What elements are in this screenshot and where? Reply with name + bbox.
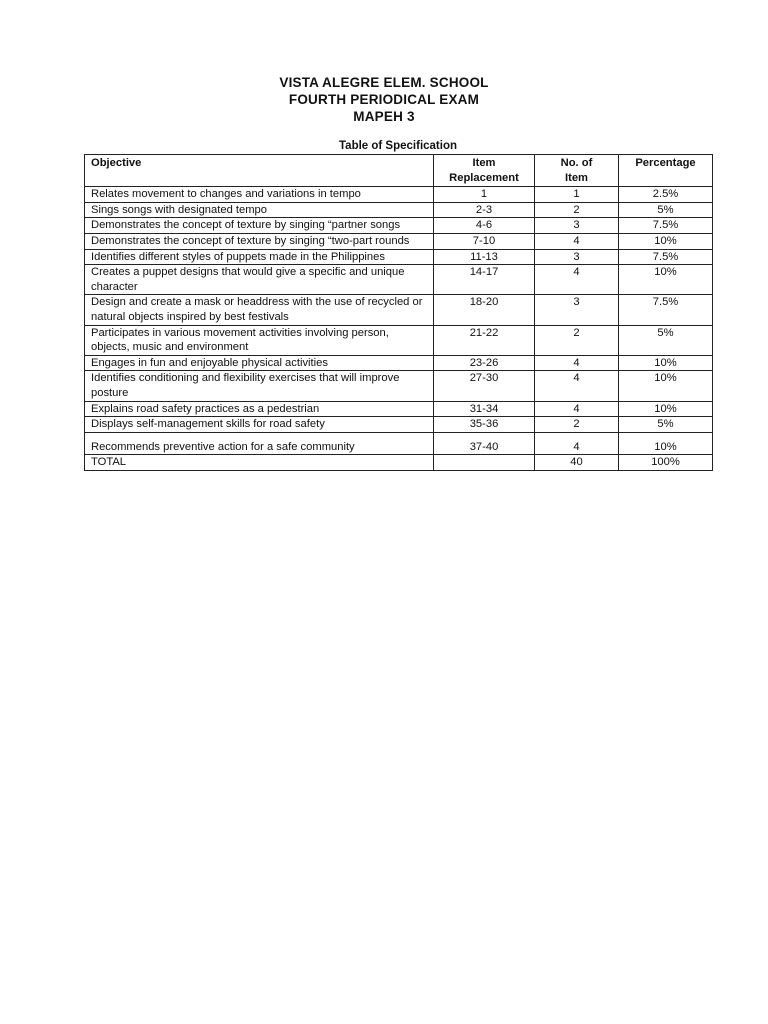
item-count-cell: 2 [535, 202, 619, 218]
header-objective: Objective [85, 155, 434, 187]
percentage-cell: 10% [619, 371, 713, 401]
item-count-cell: 4 [535, 355, 619, 371]
total-percentage: 100% [619, 455, 713, 471]
item-replacement-cell: 18-20 [434, 295, 535, 325]
percentage-cell: 10% [619, 355, 713, 371]
item-replacement-cell: 1 [434, 187, 535, 203]
table-row [85, 218, 713, 234]
total-item-count: 40 [535, 455, 619, 471]
objective-cell: Identifies different styles of puppets made in the Philippines [85, 249, 434, 265]
item-count-cell: 2 [535, 325, 619, 355]
table-header-row [85, 155, 713, 187]
total-label: TOTAL [85, 455, 434, 471]
total-row [85, 455, 713, 471]
percentage-cell: 2.5% [619, 187, 713, 203]
item-count-cell: 4 [535, 265, 619, 295]
percentage-cell: 10% [619, 233, 713, 249]
table-row [85, 233, 713, 249]
school-name: VISTA ALEGRE ELEM. SCHOOL [279, 75, 489, 90]
item-count-cell: 1 [535, 187, 619, 203]
table-row [85, 295, 713, 325]
header-percentage: Percentage [619, 155, 713, 187]
percentage-cell: 5% [619, 202, 713, 218]
table-row [85, 202, 713, 218]
objective-cell: Demonstrates the concept of texture by singing “two-part rounds [85, 233, 434, 249]
objective-cell: Design and create a mask or headdress with the use of recycled or natural objects inspired by best festivals [85, 295, 434, 325]
objective-cell: Relates movement to changes and variations in tempo [85, 187, 434, 203]
objective-cell: Engages in fun and enjoyable physical activities [85, 355, 434, 371]
item-replacement-cell: 2-3 [434, 202, 535, 218]
objective-cell: Displays self-management skills for road safety [85, 417, 434, 433]
item-replacement-cell: 11-13 [434, 249, 535, 265]
item-replacement-cell: 31-34 [434, 401, 535, 417]
total-item-replacement [434, 455, 535, 471]
table-row [85, 401, 713, 417]
percentage-cell: 5% [619, 325, 713, 355]
table-row [85, 417, 713, 433]
item-replacement-cell: 21-22 [434, 325, 535, 355]
table-row [85, 325, 713, 355]
objective-cell: Participates in various movement activities involving person, objects, music and environment [85, 325, 434, 355]
item-count-cell: 4 [535, 371, 619, 401]
item-replacement-cell: 27-30 [434, 371, 535, 401]
percentage-cell: 10% [619, 401, 713, 417]
item-count-cell: 4 [535, 233, 619, 249]
document-header [0, 74, 768, 125]
percentage-cell: 5% [619, 417, 713, 433]
objective-cell: Sings songs with designated tempo [85, 202, 434, 218]
percentage-cell: 7.5% [619, 218, 713, 234]
table-caption: Table of Specification [339, 140, 457, 152]
exam-title: FOURTH PERIODICAL EXAM [288, 92, 480, 107]
percentage-cell: 7.5% [619, 249, 713, 265]
header-item-replacement: Item Replacement [434, 155, 535, 187]
item-replacement-cell: 4-6 [434, 218, 535, 234]
item-count-cell: 4 [535, 432, 619, 455]
objective-cell: Recommends preventive action for a safe community [85, 432, 434, 455]
table-row [85, 249, 713, 265]
subject-title: MAPEH 3 [353, 109, 415, 124]
objective-cell: Explains road safety practices as a pedestrian [85, 401, 434, 417]
item-count-cell: 3 [535, 249, 619, 265]
objective-cell: Identifies conditioning and flexibility exercises that will improve posture [85, 371, 434, 401]
item-count-cell: 4 [535, 401, 619, 417]
table-row [85, 187, 713, 203]
objective-cell: Creates a puppet designs that would give a specific and unique character [85, 265, 434, 295]
table-row [85, 432, 713, 455]
item-replacement-cell: 37-40 [434, 432, 535, 455]
item-replacement-cell: 23-26 [434, 355, 535, 371]
item-count-cell: 3 [535, 295, 619, 325]
percentage-cell: 7.5% [619, 295, 713, 325]
percentage-cell: 10% [619, 432, 713, 455]
item-count-cell: 3 [535, 218, 619, 234]
header-no-of-item: No. of Item [535, 155, 619, 187]
table-row [85, 265, 713, 295]
specification-table [84, 154, 713, 471]
item-replacement-cell: 35-36 [434, 417, 535, 433]
table-row [85, 371, 713, 401]
item-replacement-cell: 14-17 [434, 265, 535, 295]
percentage-cell: 10% [619, 265, 713, 295]
item-count-cell: 2 [535, 417, 619, 433]
objective-cell: Demonstrates the concept of texture by singing “partner songs [85, 218, 434, 234]
item-replacement-cell: 7-10 [434, 233, 535, 249]
table-row [85, 355, 713, 371]
